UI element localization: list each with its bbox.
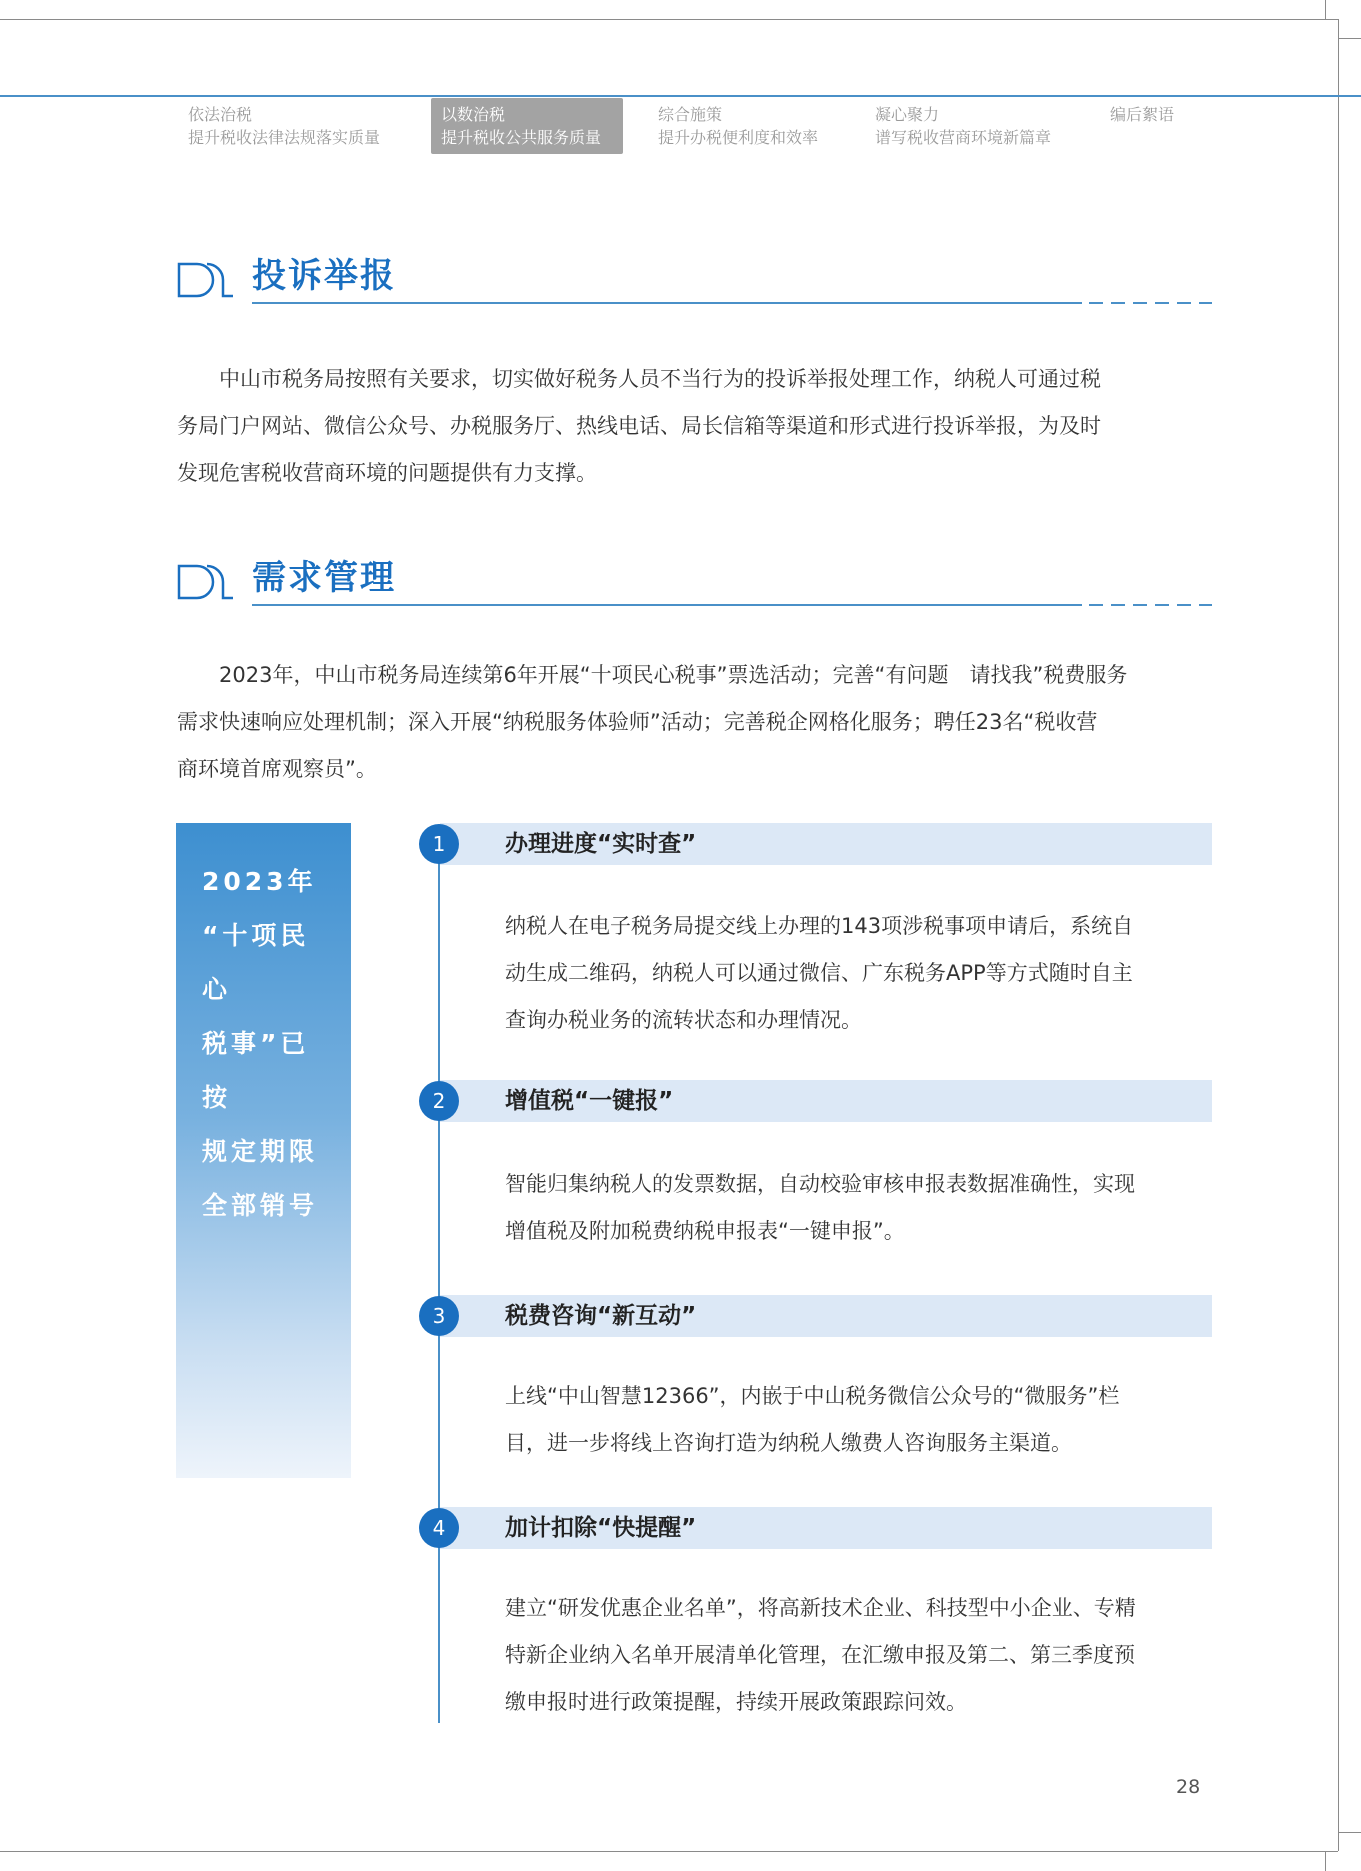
frame-bottom <box>0 1851 1338 1852</box>
item-title: 加计扣除“快提醒” <box>505 1515 697 1541</box>
crop-mark <box>1325 1852 1326 1871</box>
paragraph-line: 中山市税务局按照有关要求，切实做好税务人员不当行为的投诉举报处理工作，纳税人可通过税 <box>177 367 1101 391</box>
paragraph-line: 务局门户网站、微信公众号、办税服务厅、热线电话、局长信箱等渠道和形式进行投诉举报，为及时 <box>177 414 1101 438</box>
nav-item-line2: 谱写税收营商环境新篇章 <box>875 128 1052 147</box>
item-number-badge: 3 <box>419 1296 459 1336</box>
item-line: 目，进一步将线上咨询打造为纳税人缴费人咨询服务主渠道。 <box>505 1431 1072 1455</box>
crop-mark <box>1325 0 1326 19</box>
highlight-line: “十项民心 <box>202 921 310 1004</box>
nav-item-line1: 综合施策 <box>658 105 723 124</box>
crop-mark <box>1338 38 1361 39</box>
frame-top <box>0 19 1338 20</box>
item-line: 建立“研发优惠企业名单”，将高新技术企业、科技型中小企业、专精 <box>505 1596 1136 1620</box>
section-title: 投诉举报 <box>252 256 396 296</box>
nav-item-bianhou[interactable] <box>1100 98 1184 154</box>
item-description <box>505 1373 1212 1467</box>
item-line: 智能归集纳税人的发票数据，自动校验审核申报表数据准确性，实现 <box>505 1172 1135 1196</box>
item-line: 动生成二维码，纳税人可以通过微信、广东税务APP等方式随时自主 <box>505 961 1133 985</box>
item-line: 上线“中山智慧12366”，内嵌于中山税务微信公众号的“微服务”栏 <box>505 1384 1120 1408</box>
section-heading-demand <box>177 556 1212 606</box>
nav-item-line2: 提升税收公共服务质量 <box>441 128 602 147</box>
item-title: 税费咨询“新互动” <box>505 1303 697 1329</box>
paragraph-line: 商环境首席观察员”。 <box>177 757 377 781</box>
page-number: 28 <box>1176 1776 1201 1798</box>
item-title: 增值税“一键报” <box>505 1088 674 1114</box>
item-description <box>505 1585 1212 1726</box>
highlight-line: 规定期限 <box>202 1137 319 1166</box>
nav-item-yishu[interactable] <box>431 98 623 154</box>
nav-item-line1: 依法治税 <box>188 105 253 124</box>
timeline-line <box>438 843 440 1723</box>
paragraph-complaint <box>177 356 1212 497</box>
item-description <box>505 1161 1212 1255</box>
nav-item-line1: 编后絮语 <box>1110 105 1175 124</box>
section-dashed-rule <box>1089 604 1212 606</box>
header-rule <box>0 95 1361 97</box>
section-bracket-icon <box>177 262 233 298</box>
item-line: 增值税及附加税费纳税申报表“一键申报”。 <box>505 1219 905 1243</box>
crop-mark <box>1338 1832 1361 1833</box>
nav-item-line2: 提升税收法律法规落实质量 <box>188 128 381 147</box>
item-description <box>505 903 1212 1044</box>
section-rule <box>252 604 1082 606</box>
highlight-line: 2023年 <box>202 867 317 896</box>
paragraph-line: 需求快速响应处理机制；深入开展“纳税服务体验师”活动；完善税企网格化服务；聘任23名“税收营 <box>177 710 1098 734</box>
item-line: 查询办税业务的流转状态和办理情况。 <box>505 1008 862 1032</box>
item-number-badge: 2 <box>419 1081 459 1121</box>
item-line: 纳税人在电子税务局提交线上办理的143项涉税事项申请后，系统自 <box>505 914 1134 938</box>
item-line: 特新企业纳入名单开展清单化管理，在汇缴申报及第二、第三季度预 <box>505 1643 1135 1667</box>
nav-item-line1: 以数治税 <box>441 105 506 124</box>
nav-item-yifa[interactable] <box>178 98 390 154</box>
nav-item-zonghe[interactable] <box>648 98 828 154</box>
nav-item-ningxin[interactable] <box>865 98 1061 154</box>
nav-item-line1: 凝心聚力 <box>875 105 940 124</box>
section-title: 需求管理 <box>252 558 396 598</box>
item-line: 缴申报时进行政策提醒，持续开展政策跟踪问效。 <box>505 1690 967 1714</box>
highlight-line: 全部销号 <box>202 1191 319 1220</box>
highlight-text <box>202 855 332 1233</box>
paragraph-line: 发现危害税收营商环境的问题提供有力支撑。 <box>177 461 597 485</box>
paragraph-line: 2023年，中山市税务局连续第6年开展“十项民心税事”票选活动；完善“有问题 请找我”税费服务 <box>177 663 1128 687</box>
paragraph-demand <box>177 652 1212 793</box>
nav-item-line2: 提升办税便利度和效率 <box>658 128 819 147</box>
section-dashed-rule <box>1089 302 1212 304</box>
section-rule <box>252 302 1082 304</box>
frame-right <box>1338 19 1339 1851</box>
item-number-badge: 1 <box>419 824 459 864</box>
item-title: 办理进度“实时查” <box>505 831 697 857</box>
highlight-box <box>176 823 351 1478</box>
section-heading-complaint <box>177 254 1212 304</box>
section-bracket-icon <box>177 564 233 600</box>
item-number-badge: 4 <box>419 1508 459 1548</box>
highlight-line: 税事”已按 <box>202 1029 310 1112</box>
